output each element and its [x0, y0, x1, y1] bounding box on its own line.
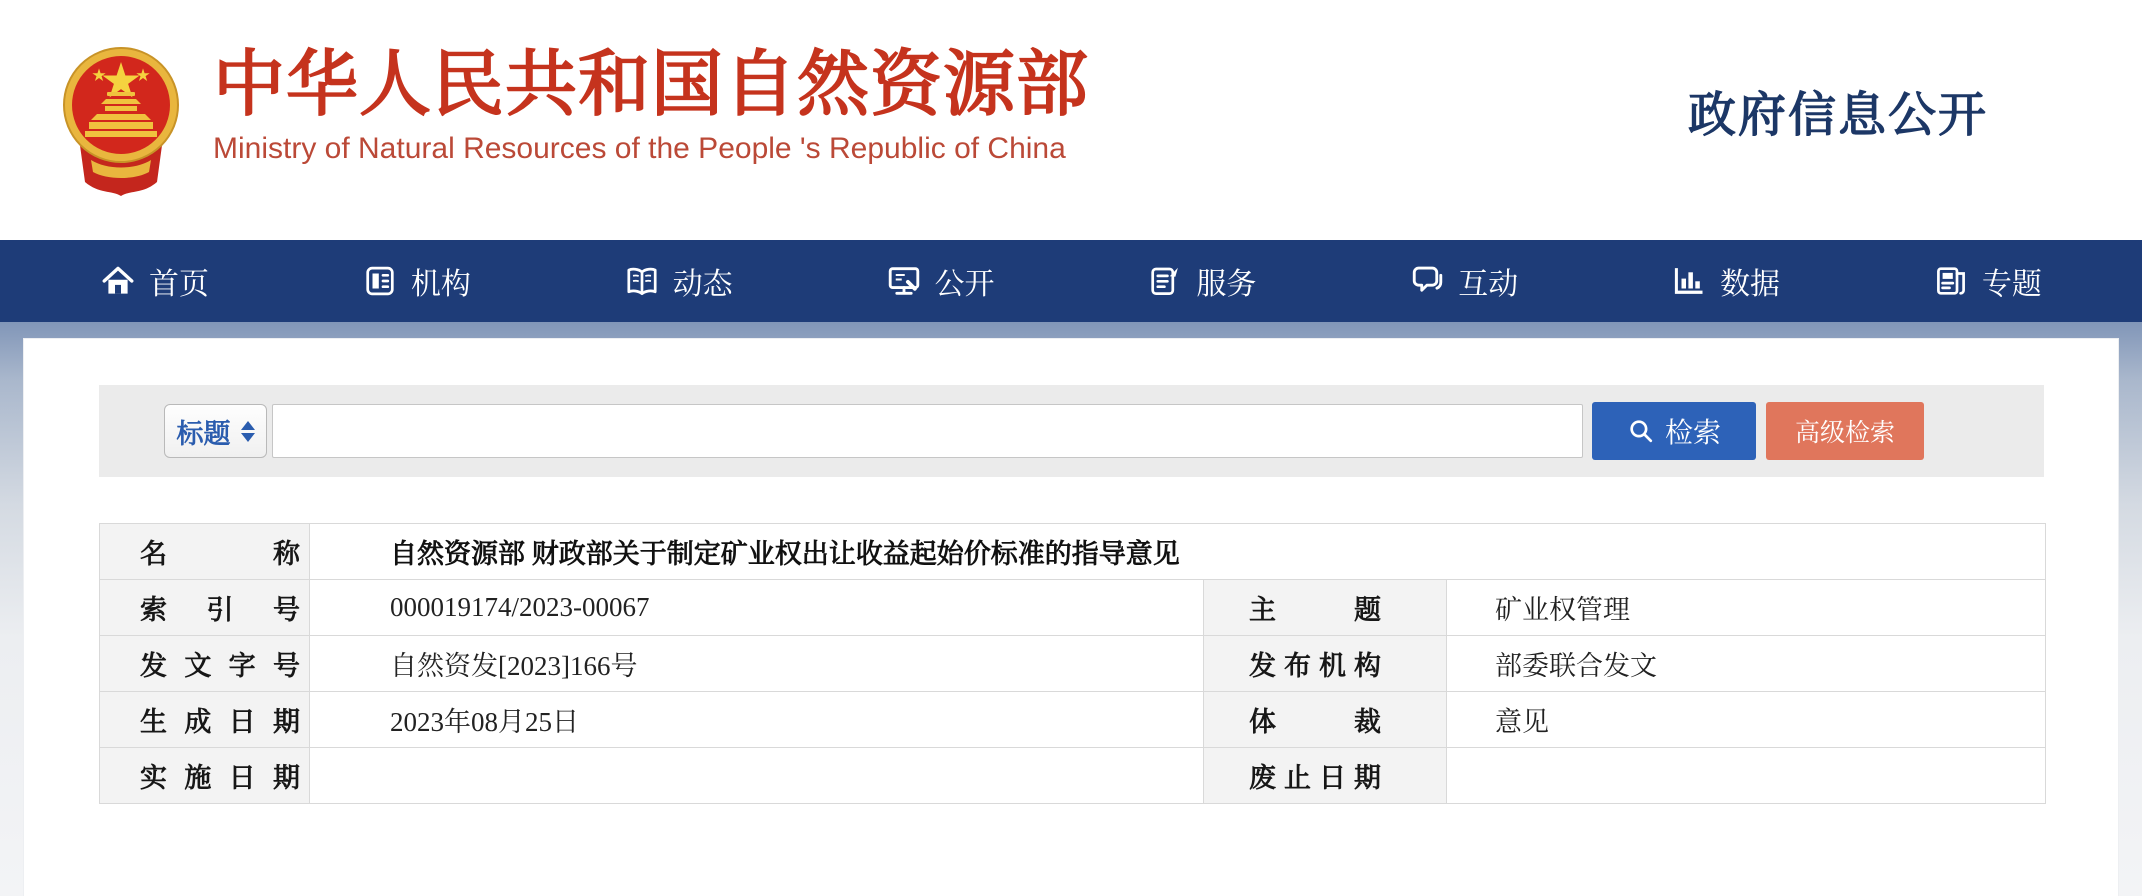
- search-button-label: 检索: [1664, 417, 1721, 448]
- index-number-value-cell: 000019174/2023-00067: [310, 580, 1204, 636]
- table-row: [100, 692, 2046, 748]
- nav-label: 首页: [149, 268, 209, 301]
- repeal-date-label-cell: [1204, 748, 1447, 804]
- table-row: [100, 580, 2046, 636]
- nav-label: 数据: [1720, 268, 1781, 301]
- document-metadata-table: [99, 523, 2046, 804]
- advanced-search-button[interactable]: [1766, 402, 1924, 460]
- table-row: [100, 636, 2046, 692]
- organization-icon: [362, 263, 398, 299]
- genre-value-cell: 意见: [1447, 692, 2046, 748]
- nav-item-service[interactable]: [1147, 259, 1256, 303]
- field-label: 生成日期: [140, 707, 300, 737]
- nav-label: 服务: [1196, 268, 1257, 301]
- field-label: 体裁: [1249, 707, 1381, 737]
- name-label-cell: [100, 524, 310, 580]
- interaction-chat-icon: [1409, 263, 1445, 299]
- field-label: 发布机构: [1249, 651, 1381, 681]
- genre-label-cell: [1204, 692, 1447, 748]
- nav-item-topics[interactable]: [1933, 259, 2042, 303]
- search-button[interactable]: [1592, 402, 1756, 460]
- field-label: 发文字号: [140, 651, 300, 681]
- page-background: [0, 322, 2142, 896]
- nav-label: 公开: [934, 268, 995, 301]
- nav-label: 专题: [1981, 268, 2042, 301]
- disclosure-monitor-icon: [886, 263, 922, 299]
- nav-item-disclosure[interactable]: [886, 259, 995, 303]
- advanced-search-button-label: 高级检索: [1794, 419, 1895, 447]
- search-icon: [1627, 417, 1655, 445]
- nav-label: 机构: [410, 268, 471, 301]
- effective-date-value-cell: [310, 748, 1204, 804]
- doc-number-label-cell: [100, 636, 310, 692]
- national-emblem-logo: [55, 42, 187, 200]
- news-book-icon: [624, 263, 660, 299]
- index-number-label-cell: [100, 580, 310, 636]
- brand-block: [213, 42, 1089, 166]
- nav-item-home[interactable]: [100, 259, 209, 303]
- search-input[interactable]: [272, 404, 1583, 458]
- updown-arrows-icon: [241, 421, 255, 442]
- field-label: 名称: [140, 539, 300, 569]
- doc-number-value-cell: 自然资发[2023]166号: [310, 636, 1204, 692]
- subject-value-cell: 矿业权管理: [1447, 580, 2046, 636]
- content-panel: [23, 338, 2119, 896]
- service-document-icon: [1147, 263, 1183, 299]
- data-chart-icon: [1671, 263, 1707, 299]
- site-header: [0, 0, 2142, 240]
- repeal-date-value-cell: [1447, 748, 2046, 804]
- main-navigation: [0, 240, 2142, 322]
- field-label: 实施日期: [140, 763, 300, 793]
- site-title-en: Ministry of Natural Resources of the People 's Republic of China: [213, 132, 1066, 166]
- field-label: 主题: [1249, 595, 1381, 625]
- search-field-selector[interactable]: [164, 404, 267, 458]
- nav-item-data[interactable]: [1671, 259, 1780, 303]
- issuer-label-cell: [1204, 636, 1447, 692]
- issuer-value-cell: 部委联合发文: [1447, 636, 2046, 692]
- subject-label-cell: [1204, 580, 1447, 636]
- search-bar: [99, 385, 2044, 477]
- site-title-zh: 中华人民共和国自然资源部: [213, 45, 1090, 125]
- nav-item-news[interactable]: [624, 259, 733, 303]
- create-date-label-cell: [100, 692, 310, 748]
- table-row: [100, 524, 2046, 580]
- table-row: [100, 748, 2046, 804]
- name-value-cell: 自然资源部 财政部关于制定矿业权出让收益起始价标准的指导意见: [310, 524, 2046, 580]
- nav-label: 动态: [672, 268, 733, 301]
- nav-item-organization[interactable]: [362, 259, 471, 303]
- search-field-selector-label: 标题: [176, 418, 231, 449]
- field-label: 索引号: [140, 595, 300, 625]
- home-icon: [100, 263, 136, 299]
- nav-label: 互动: [1458, 268, 1519, 301]
- field-label: 废止日期: [1249, 763, 1381, 793]
- effective-date-label-cell: [100, 748, 310, 804]
- create-date-value-cell: 2023年08月25日: [310, 692, 1204, 748]
- page-title: 政府信息公开: [1687, 89, 1988, 142]
- nav-item-interaction[interactable]: [1409, 259, 1518, 303]
- topics-newspaper-icon: [1933, 263, 1969, 299]
